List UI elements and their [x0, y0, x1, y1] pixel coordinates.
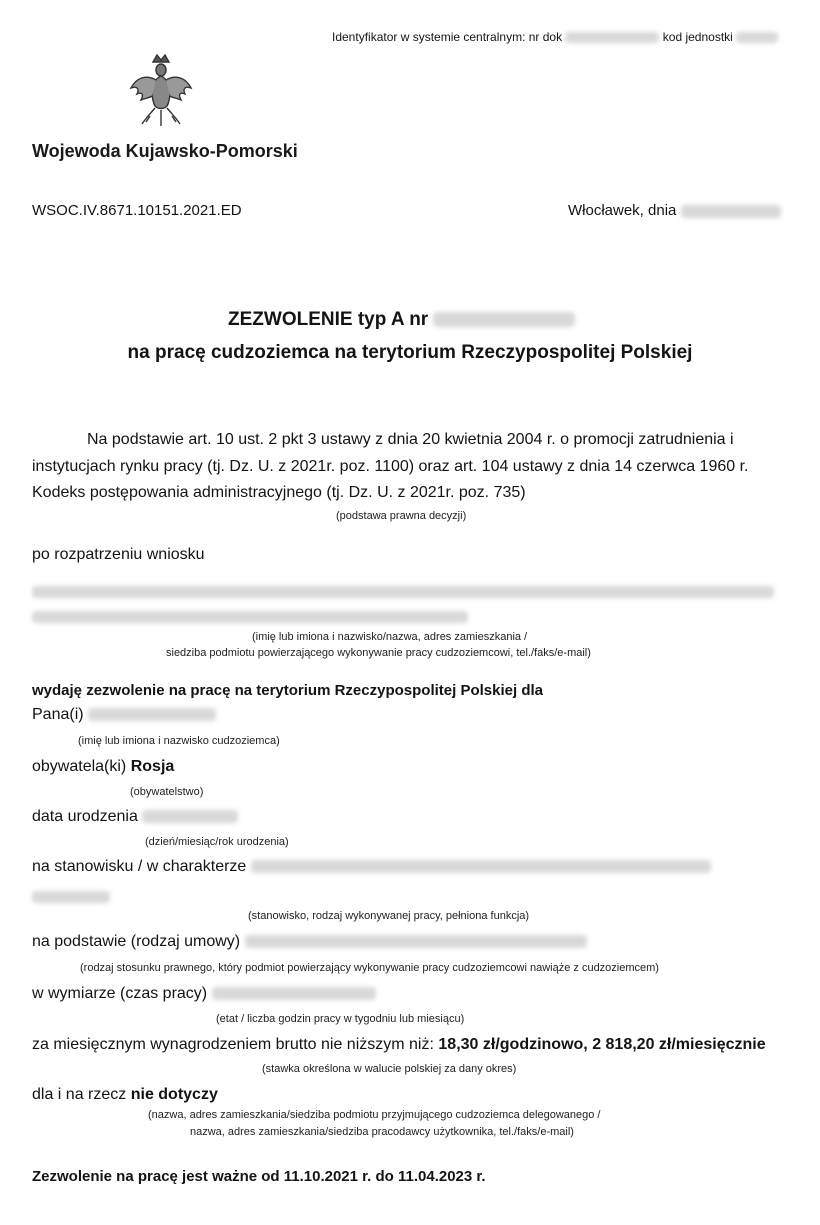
salary-label: za miesięcznym wynagrodzeniem brutto nie niższym niż: — [32, 1036, 434, 1053]
onbehalf-label: dla i na rzecz — [32, 1086, 127, 1103]
onbehalf-value: nie dotyczy — [130, 1086, 218, 1103]
permit-title — [228, 309, 575, 331]
redacted-document-number — [565, 32, 659, 43]
position-label: na stanowisku / w charakterze — [32, 858, 247, 875]
legal-basis-note: (podstawa prawna decyzji) — [336, 510, 467, 522]
contract-note: (rodzaj stosunku prawnego, który podmiot powierzający wykonywanie pracy cudzoziemcowi nawiąże z cudzoziemcem) — [80, 962, 659, 974]
applicant-note-2: siedziba podmiotu powierzającego wykonywanie pracy cudzoziemcowi, tel./faks/e-mail) — [166, 647, 591, 659]
birth-row — [32, 808, 238, 826]
identifier-label: Identyfikator w systemie centralnym: nr dok — [332, 30, 563, 44]
worktime-row — [32, 985, 376, 1003]
redacted-birth-date — [142, 810, 238, 823]
place-and-date — [568, 202, 781, 219]
redacted-applicant-line-2 — [32, 608, 468, 626]
person-label: Pana(i) — [32, 706, 84, 723]
legal-basis-line-2: instytucjach rynku pracy (tj. Dz. U. z 2021r. poz. 1100) oraz art. 104 ustawy z dnia 14 czerwca 1960 r. — [32, 458, 749, 475]
citizenship-row — [32, 758, 174, 776]
redacted-position — [251, 860, 711, 873]
validity-statement: Zezwolenie na pracę jest ważne od 11.10.2021 r. do 11.04.2023 r. — [32, 1168, 486, 1185]
redacted-position-line-2 — [32, 888, 110, 906]
person-row — [32, 706, 216, 724]
salary-row — [32, 1036, 766, 1054]
place-date-label: Włocławek, dnia — [568, 202, 677, 219]
contract-row — [32, 933, 587, 951]
permit-title-text: ZEZWOLENIE typ A nr — [228, 309, 429, 330]
authority-name: Wojewoda Kujawsko-Pomorski — [32, 141, 298, 161]
salary-note: (stawka określona w walucie polskiej za dany okres) — [262, 1063, 517, 1075]
contract-label: na podstawie (rodzaj umowy) — [32, 933, 241, 950]
redacted-applicant-line-1 — [32, 583, 774, 601]
redacted-unit-code — [736, 32, 778, 43]
decision-label: wydaję zezwolenie na pracę na terytorium Rzeczypospolitej Polskiej dla — [32, 682, 543, 699]
person-note: (imię lub imiona i nazwisko cudzoziemca) — [78, 735, 280, 747]
redacted-person-name — [88, 708, 216, 721]
position-note: (stanowisko, rodzaj wykonywanej pracy, pełniona funkcja) — [248, 910, 530, 922]
worktime-label: w wymiarze (czas pracy) — [32, 985, 208, 1002]
redacted-contract-type — [245, 935, 587, 948]
birth-note: (dzień/miesiąc/rok urodzenia) — [145, 836, 289, 848]
application-label: po rozpatrzeniu wniosku — [32, 546, 205, 563]
redacted-permit-number — [433, 312, 575, 327]
polish-eagle-emblem-icon — [128, 52, 194, 130]
salary-value: 18,30 zł/godzinowo, 2 818,20 zł/miesięcznie — [438, 1036, 766, 1053]
citizenship-label: obywatela(ki) — [32, 758, 127, 775]
citizenship-value: Rosja — [130, 758, 175, 775]
legal-basis-line-3: Kodeks postępowania administracyjnego (tj. Dz. U. z 2021r. poz. 735) — [32, 484, 526, 501]
onbehalf-note-1: (nazwa, adres zamieszkania/siedziba podmiotu przyjmującego cudzoziemca delegowanego / — [148, 1109, 601, 1121]
applicant-note-1: (imię lub imiona i nazwisko/nazwa, adres zamieszkania / — [252, 631, 528, 643]
central-system-identifier — [332, 30, 778, 44]
redacted-issue-date — [681, 205, 781, 218]
legal-basis-line-1: Na podstawie art. 10 ust. 2 pkt 3 ustawy z dnia 20 kwietnia 2004 r. o promocji zatrudnienia i — [87, 431, 734, 448]
unit-code-label: kod jednostki — [662, 30, 733, 44]
permit-subtitle: na pracę cudzoziemca na terytorium Rzeczypospolitej Polskiej — [127, 342, 693, 363]
citizenship-note: (obywatelstwo) — [130, 786, 204, 798]
onbehalf-note-2: nazwa, adres zamieszkania/siedziba pracodawcy użytkownika, tel./faks/e-mail) — [190, 1126, 574, 1138]
case-number: WSOC.IV.8671.10151.2021.ED — [32, 202, 242, 219]
worktime-note: (etat / liczba godzin pracy w tygodniu lub miesiącu) — [216, 1013, 465, 1025]
birth-label: data urodzenia — [32, 808, 138, 825]
onbehalf-row — [32, 1086, 218, 1104]
redacted-worktime — [212, 987, 376, 1000]
position-row — [32, 858, 711, 876]
